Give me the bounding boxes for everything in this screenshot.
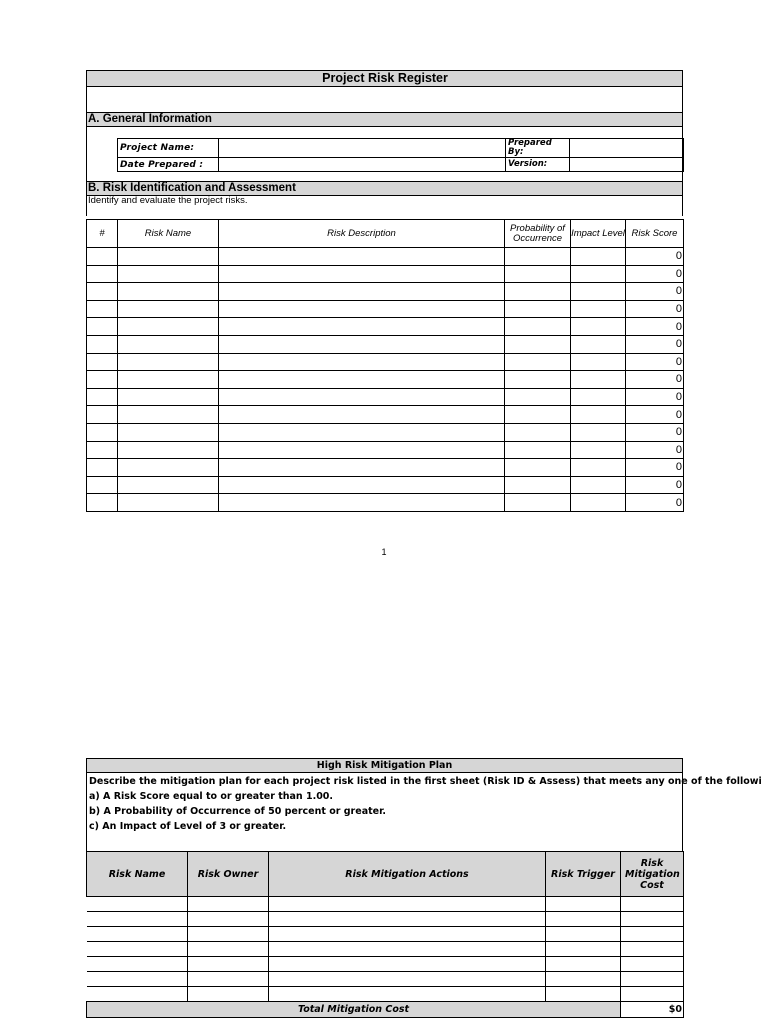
col-header-probability: Probability of Occurrence <box>505 220 571 248</box>
mitigation-description <box>86 773 762 851</box>
cell-risk-score: 0 <box>626 441 684 459</box>
cell-risk-trigger[interactable] <box>546 957 621 972</box>
cell-risk-name[interactable] <box>87 942 188 957</box>
cell-risk-score: 0 <box>626 459 684 477</box>
cell-impact[interactable] <box>571 300 626 318</box>
project-name-field[interactable] <box>219 139 506 158</box>
table-row <box>87 388 684 406</box>
cell-risk-description[interactable] <box>219 388 505 406</box>
cell-mitigation-cost[interactable] <box>621 942 684 957</box>
cell-number[interactable] <box>87 388 118 406</box>
cell-impact[interactable] <box>571 248 626 266</box>
description-line: a) A Risk Score equal to or greater than 1.00. <box>89 791 334 802</box>
cell-probability[interactable] <box>505 494 571 512</box>
cell-impact[interactable] <box>571 441 626 459</box>
cell-impact[interactable] <box>571 353 626 371</box>
table-row <box>87 265 684 283</box>
cell-number[interactable] <box>87 318 118 336</box>
cell-risk-description[interactable] <box>219 335 505 353</box>
cell-impact[interactable] <box>571 494 626 512</box>
col-header-risk-name: Risk Name <box>118 220 219 248</box>
version-label: Version: <box>506 158 570 172</box>
cell-risk-owner[interactable] <box>188 972 269 987</box>
cell-risk-owner[interactable] <box>188 957 269 972</box>
cell-risk-trigger[interactable] <box>546 987 621 1002</box>
cell-risk-score: 0 <box>626 476 684 494</box>
table-row <box>87 283 684 301</box>
col-header-risk-owner: Risk Owner <box>188 852 269 897</box>
risk-table-header <box>87 220 684 248</box>
general-info-block <box>86 138 683 181</box>
table-row <box>87 371 684 389</box>
cell-risk-description[interactable] <box>219 371 505 389</box>
prepared-by-field[interactable] <box>570 139 684 158</box>
table-row <box>87 897 684 912</box>
cell-probability[interactable] <box>505 265 571 283</box>
cell-risk-trigger[interactable] <box>546 942 621 957</box>
cell-number[interactable] <box>87 371 118 389</box>
cell-mitigation-actions[interactable] <box>269 957 546 972</box>
cell-risk-description[interactable] <box>219 248 505 266</box>
cell-risk-description[interactable] <box>219 283 505 301</box>
cell-risk-name[interactable] <box>118 388 219 406</box>
risk-table <box>86 219 684 512</box>
cell-probability[interactable] <box>505 353 571 371</box>
cell-risk-score: 0 <box>626 283 684 301</box>
cell-risk-description[interactable] <box>219 318 505 336</box>
col-header-risk-name: Risk Name <box>87 852 188 897</box>
cell-number[interactable] <box>87 335 118 353</box>
table-row <box>87 957 684 972</box>
cell-probability[interactable] <box>505 441 571 459</box>
general-info-table <box>117 138 684 172</box>
cell-risk-name[interactable] <box>118 423 219 441</box>
cell-number[interactable] <box>87 423 118 441</box>
cell-risk-name[interactable] <box>118 353 219 371</box>
col-header-impact: Impact Level <box>571 220 626 248</box>
cell-impact[interactable] <box>571 388 626 406</box>
cell-risk-name[interactable] <box>118 371 219 389</box>
cell-probability[interactable] <box>505 283 571 301</box>
cell-risk-score: 0 <box>626 265 684 283</box>
cell-risk-name[interactable] <box>118 248 219 266</box>
cell-risk-name[interactable] <box>118 459 219 477</box>
cell-risk-name[interactable] <box>87 897 188 912</box>
cell-number[interactable] <box>87 441 118 459</box>
date-prepared-field[interactable] <box>219 158 506 172</box>
table-row <box>87 972 684 987</box>
col-header-risk-trigger: Risk Trigger <box>546 852 621 897</box>
table-row <box>87 406 684 424</box>
cell-impact[interactable] <box>571 265 626 283</box>
description-line: c) An Impact of Level of 3 or greater. <box>89 821 287 832</box>
cell-mitigation-cost[interactable] <box>621 987 684 1002</box>
table-row <box>87 459 684 477</box>
col-header-risk-score: Risk Score <box>626 220 684 248</box>
cell-risk-trigger[interactable] <box>546 897 621 912</box>
cell-risk-description[interactable] <box>219 406 505 424</box>
cell-probability[interactable] <box>505 406 571 424</box>
cell-risk-name[interactable] <box>87 912 188 927</box>
table-row <box>87 300 684 318</box>
table-row <box>87 248 684 266</box>
prepared-by-label: Prepared By: <box>506 139 570 158</box>
cell-mitigation-cost[interactable] <box>621 912 684 927</box>
cell-number[interactable] <box>87 406 118 424</box>
cell-risk-owner[interactable] <box>188 942 269 957</box>
cell-risk-name[interactable] <box>87 972 188 987</box>
cell-risk-description[interactable] <box>219 423 505 441</box>
register-title: Project Risk Register <box>86 70 683 87</box>
cell-risk-owner[interactable] <box>188 927 269 942</box>
cell-probability[interactable] <box>505 423 571 441</box>
table-row <box>87 476 684 494</box>
cell-impact[interactable] <box>571 371 626 389</box>
cell-risk-name[interactable] <box>87 927 188 942</box>
cell-risk-name[interactable] <box>87 957 188 972</box>
cell-mitigation-cost[interactable] <box>621 927 684 942</box>
table-row <box>87 441 684 459</box>
table-row <box>87 927 684 942</box>
cell-risk-score: 0 <box>626 318 684 336</box>
table-row <box>87 494 684 512</box>
table-row <box>87 987 684 1002</box>
cell-impact[interactable] <box>571 406 626 424</box>
cell-risk-name[interactable] <box>118 476 219 494</box>
cell-risk-name[interactable] <box>118 265 219 283</box>
table-row <box>87 912 684 927</box>
cell-mitigation-actions[interactable] <box>269 927 546 942</box>
col-header-risk-description: Risk Description <box>219 220 505 248</box>
cell-risk-name[interactable] <box>87 987 188 1002</box>
cell-number[interactable] <box>87 248 118 266</box>
cell-risk-description[interactable] <box>219 494 505 512</box>
cell-mitigation-actions[interactable] <box>269 912 546 927</box>
col-header-mitigation-actions: Risk Mitigation Actions <box>269 852 546 897</box>
cell-risk-score: 0 <box>626 406 684 424</box>
cell-risk-description[interactable] <box>219 300 505 318</box>
cell-risk-score: 0 <box>626 371 684 389</box>
cell-impact[interactable] <box>571 476 626 494</box>
cell-risk-owner[interactable] <box>188 987 269 1002</box>
cell-risk-trigger[interactable] <box>546 912 621 927</box>
table-row <box>87 423 684 441</box>
cell-risk-name[interactable] <box>118 318 219 336</box>
mitigation-table-header <box>87 852 684 897</box>
total-row <box>87 1002 684 1018</box>
total-value: $0 <box>621 1002 684 1018</box>
cell-risk-description[interactable] <box>219 476 505 494</box>
cell-mitigation-actions[interactable] <box>269 942 546 957</box>
cell-risk-description[interactable] <box>219 459 505 477</box>
cell-number[interactable] <box>87 265 118 283</box>
cell-risk-score: 0 <box>626 300 684 318</box>
cell-number[interactable] <box>87 476 118 494</box>
cell-risk-score: 0 <box>626 335 684 353</box>
cell-probability[interactable] <box>505 335 571 353</box>
cell-mitigation-cost[interactable] <box>621 897 684 912</box>
cell-risk-name[interactable] <box>118 283 219 301</box>
cell-mitigation-cost[interactable] <box>621 972 684 987</box>
col-header-mitigation-cost: Risk Mitigation Cost <box>621 852 684 897</box>
cell-probability[interactable] <box>505 318 571 336</box>
cell-risk-score: 0 <box>626 494 684 512</box>
cell-impact[interactable] <box>571 423 626 441</box>
cell-probability[interactable] <box>505 459 571 477</box>
cell-risk-description[interactable] <box>219 353 505 371</box>
cell-risk-owner[interactable] <box>188 897 269 912</box>
cell-impact[interactable] <box>571 459 626 477</box>
mitigation-table <box>86 851 684 1018</box>
section-b-note: Identify and evaluate the project risks. <box>86 196 683 216</box>
risk-register-sheet <box>86 70 683 512</box>
version-field[interactable] <box>570 158 684 172</box>
cell-mitigation-actions[interactable] <box>269 987 546 1002</box>
description-line: b) A Probability of Occurrence of 50 percent or greater. <box>89 806 387 817</box>
cell-probability[interactable] <box>505 476 571 494</box>
mitigation-title: High Risk Mitigation Plan <box>86 758 683 773</box>
col-header-number: # <box>87 220 118 248</box>
cell-probability[interactable] <box>505 388 571 406</box>
cell-impact[interactable] <box>571 283 626 301</box>
description-line: Describe the mitigation plan for each project risk listed in the first sheet (Risk ID & Assess) that meets any one of the followi <box>89 776 762 787</box>
cell-number[interactable] <box>87 283 118 301</box>
table-row <box>87 353 684 371</box>
total-label: Total Mitigation Cost <box>87 1002 621 1018</box>
cell-risk-name[interactable] <box>118 406 219 424</box>
blank-row <box>86 127 683 138</box>
mitigation-plan-sheet <box>86 758 762 1018</box>
date-prepared-label: Date Prepared : <box>118 158 219 172</box>
cell-risk-score: 0 <box>626 248 684 266</box>
cell-risk-score: 0 <box>626 388 684 406</box>
table-row <box>87 335 684 353</box>
cell-risk-owner[interactable] <box>188 912 269 927</box>
cell-risk-trigger[interactable] <box>546 927 621 942</box>
cell-mitigation-actions[interactable] <box>269 897 546 912</box>
section-a-header: A. General Information <box>86 112 683 127</box>
cell-probability[interactable] <box>505 300 571 318</box>
cell-impact[interactable] <box>571 335 626 353</box>
cell-mitigation-actions[interactable] <box>269 972 546 987</box>
cell-risk-name[interactable] <box>118 300 219 318</box>
page-number: 1 <box>381 547 387 557</box>
cell-number[interactable] <box>87 459 118 477</box>
table-row <box>87 942 684 957</box>
cell-risk-score: 0 <box>626 353 684 371</box>
cell-risk-name[interactable] <box>118 494 219 512</box>
cell-risk-description[interactable] <box>219 265 505 283</box>
cell-risk-name[interactable] <box>118 335 219 353</box>
project-name-label: Project Name: <box>118 139 219 158</box>
cell-risk-name[interactable] <box>118 441 219 459</box>
cell-risk-description[interactable] <box>219 441 505 459</box>
cell-risk-trigger[interactable] <box>546 972 621 987</box>
table-row <box>87 318 684 336</box>
cell-number[interactable] <box>87 300 118 318</box>
blank-row <box>86 87 683 112</box>
cell-mitigation-cost[interactable] <box>621 957 684 972</box>
section-b-header: B. Risk Identification and Assessment <box>86 181 683 196</box>
cell-number[interactable] <box>87 353 118 371</box>
cell-risk-score: 0 <box>626 423 684 441</box>
cell-number[interactable] <box>87 494 118 512</box>
cell-probability[interactable] <box>505 371 571 389</box>
cell-probability[interactable] <box>505 248 571 266</box>
cell-impact[interactable] <box>571 318 626 336</box>
